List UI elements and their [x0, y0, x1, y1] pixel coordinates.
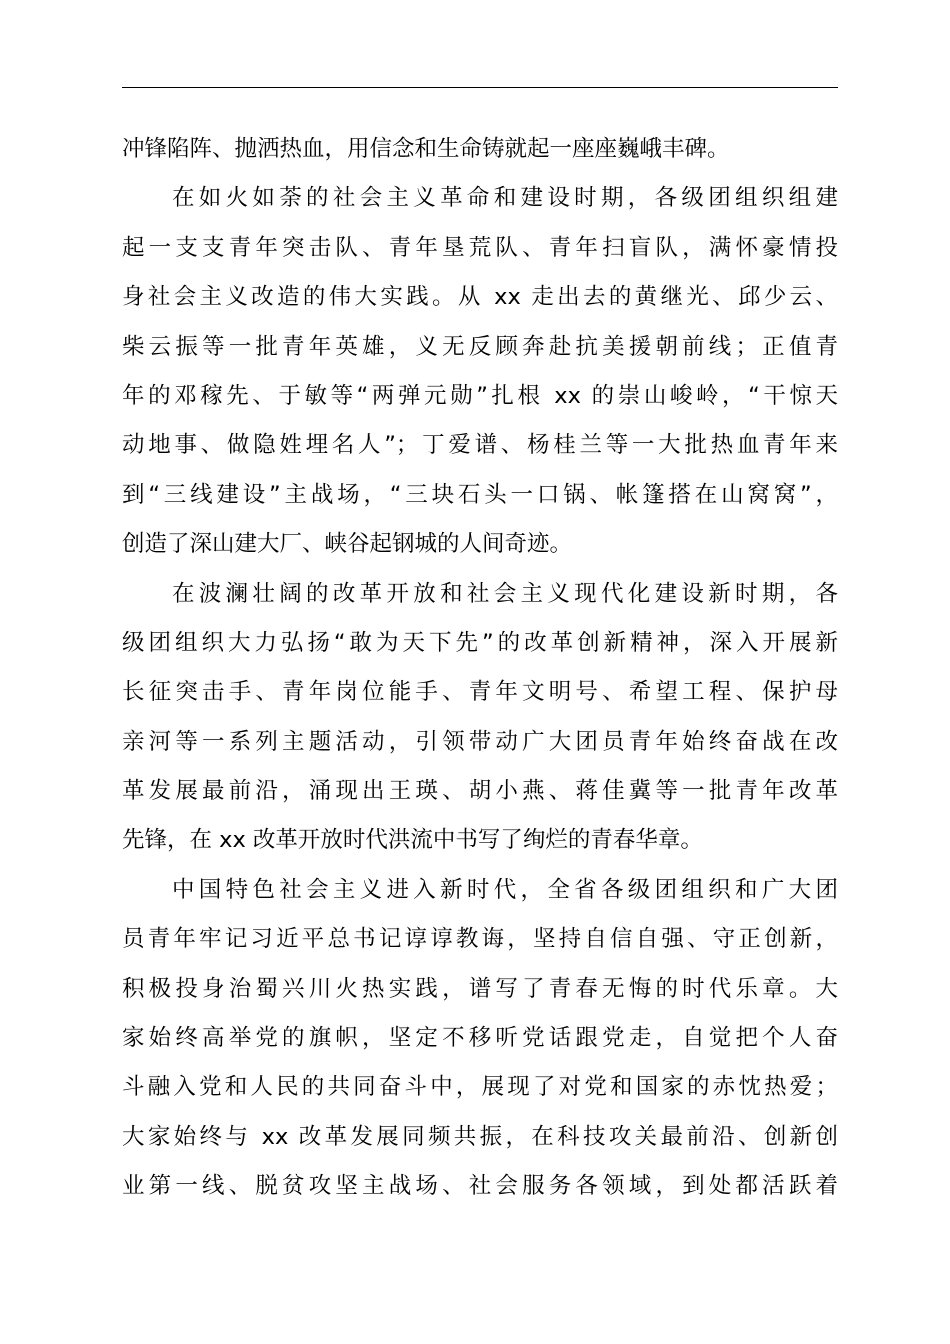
paragraph-first-line: 在如火如荼的社会主义革命和建设时期，各级团组织组建: [172, 185, 838, 212]
text-line: 亲河等一系列主题活动，引领带动广大团员青年始终奋战在改: [122, 728, 838, 755]
body-text: [122, 125, 838, 1212]
paragraph-first-line: 在波澜壮阔的改革开放和社会主义现代化建设新时期，各: [172, 580, 838, 607]
text-line: 冲锋陷阵、抛洒热血，用信念和生命铸就起一座座巍峨丰碑。: [122, 136, 730, 162]
text-line: 大家始终与 xx 改革发展同频共振，在科技攻关最前沿、创新创: [122, 1123, 838, 1150]
text-line: 身社会主义改造的伟大实践。从 xx 走出去的黄继光、邱少云、: [122, 284, 838, 311]
text-line: 家始终高举党的旗帜，坚定不移听党话跟党走，自觉把个人奋: [122, 1025, 838, 1052]
text-line: 年的邓稼先、于敏等“两弹元勋”扎根 xx 的崇山峻岭，“干惊天: [122, 382, 838, 409]
text-line: 先锋，在 xx 改革开放时代洪流中书写了绚烂的青春华章。: [122, 827, 703, 854]
text-line: 业第一线、脱贫攻坚主战场、社会服务各领域，到处都活跃着: [122, 1173, 838, 1200]
text-line: 柴云振等一批青年英雄，义无反顾奔赴抗美援朝前线；正值青: [122, 333, 838, 360]
text-line: 斗融入党和人民的共同奋斗中，展现了对党和国家的赤忱热爱；: [122, 1074, 838, 1101]
text-line: 革发展最前沿，涌现出王瑛、胡小燕、蒋佳冀等一批青年改革: [122, 778, 838, 805]
text-line: 到“三线建设”主战场，“三块石头一口锅、帐篷搭在山窝窝”，: [122, 481, 838, 508]
text-line: 级团组织大力弘扬“敢为天下先”的改革创新精神，深入开展新: [122, 629, 838, 656]
text-line: 积极投身治蜀兴川火热实践，谱写了青春无悔的时代乐章。大: [122, 975, 838, 1002]
text-line: 长征突击手、青年岗位能手、青年文明号、希望工程、保护母: [122, 679, 838, 706]
text-line: 起一支支青年突击队、青年垦荒队、青年扫盲队，满怀豪情投: [122, 234, 838, 261]
text-line: 创造了深山建大厂、峡谷起钢城的人间奇迹。: [122, 531, 573, 558]
header-rule: [122, 87, 838, 88]
paragraph-first-line: 中国特色社会主义进入新时代，全省各级团组织和广大团: [172, 876, 838, 903]
text-line: 动地事、做隐姓埋名人”；丁爱谱、杨桂兰等一大批热血青年来: [122, 432, 838, 459]
text-line: 员青年牢记习近平总书记谆谆教诲，坚持自信自强、守正创新，: [122, 926, 838, 953]
